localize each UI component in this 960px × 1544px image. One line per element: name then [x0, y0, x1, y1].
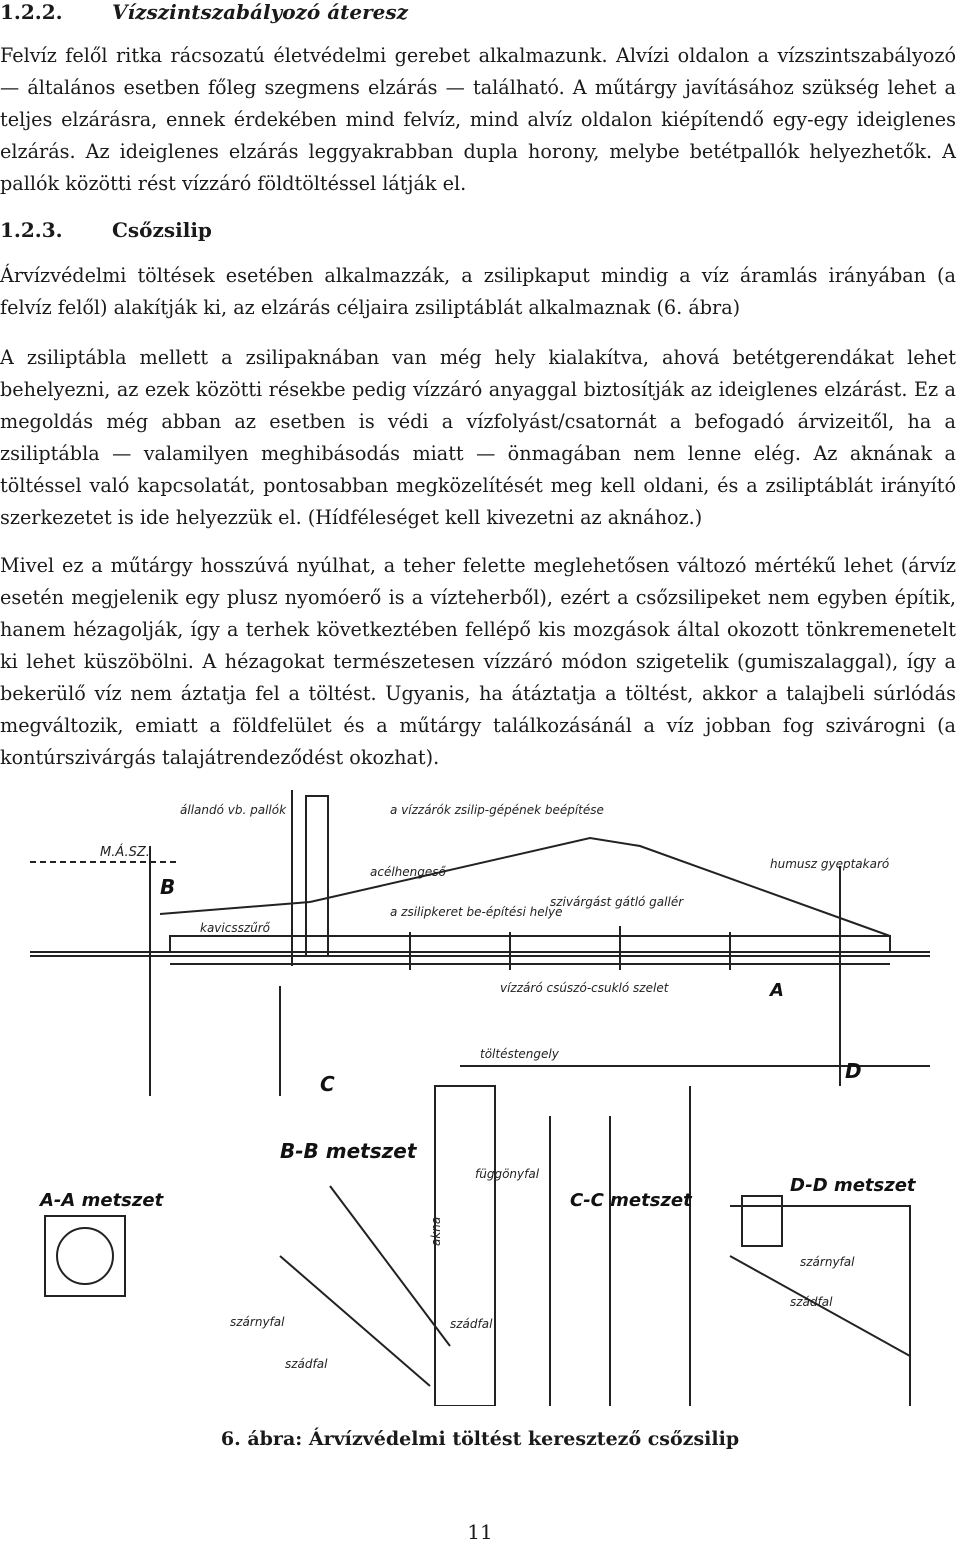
- label-toltes-tengely: töltéstengely: [480, 1047, 559, 1061]
- section-heading-1-2-2: [0, 0, 408, 24]
- label-szadfal-middle: szádfal: [450, 1317, 493, 1331]
- label-bb-metszet: B-B metszet: [280, 1139, 417, 1163]
- paragraph-1-2-2: Felvíz felől ritka rácsozatú életvédelmi gerebet alkalmazunk. Alvízi oldalon a vízszintszabályozó — általános esetben főleg szegmens elzárás — található. A műtárgy javításához szükség lehet a teljes elzárásra, ennek érdekében mind felvíz, mind alvíz oldalon kiépítendő egy-egy ideiglenes elzárás. Az ideiglenes elzárás leggyakrabban dupla horony, melybe betétpallók helyezhetők. A pallók közötti rést vízzáró földtöltéssel látják el.: [0, 44, 956, 195]
- section-title: Csőzsilip: [112, 218, 212, 242]
- label-vizzarok: a vízzárók zsilip-gépének beépítése: [390, 803, 604, 817]
- figure-6-drawing: [30, 786, 940, 1406]
- label-b: B: [160, 875, 176, 899]
- label-szadfal-right: szádfal: [790, 1295, 833, 1309]
- paragraph-1-2-3-c: Mivel ez a műtárgy hosszúvá nyúlhat, a teher felette meglehetősen változó mértékű lehet (árvíz esetén megjelenik egy plusz nyomóerő is a vízteherből), ezért a csőzsilipeket nem egyben építik, hanem hézagolják, így a terhek következtében fellépő kis mozgások által okozott tönkremenetelt ki lehet küszöbölni. A hézagokat természetesen vízzáró módon szigetelik (gumiszalaggal), így a bekerülő víz nem áztatja fel a töltést. Ugyanis, ha átáztatja a töltést, akkor a talajbeli súrlódás megváltozik, emiatt a földfelület és a műtárgy találkozásánál a víz jobban fog szivárogni (a kontúrszivárgás talajátrendeződést okozhat).: [0, 554, 956, 769]
- label-szivargast-gatlo: szivárgást gátló gallér: [550, 895, 684, 909]
- label-a: A: [770, 980, 784, 1001]
- culvert-technical-drawing: [30, 786, 940, 1406]
- label-humusz: humusz gyeptakaró: [770, 857, 890, 871]
- label-akna: akna: [429, 1216, 443, 1246]
- paragraph-1-2-3-a: Árvízvédelmi töltések esetében alkalmazzák, a zsilipkaput mindig a víz áramlás irányában (a felvíz felől) alakítják ki, az elzárás céljaira zsiliptáblát alkalmaznak (6. ábra): [0, 264, 956, 319]
- label-mas: M.Á.SZ.: [100, 845, 150, 860]
- label-d: D: [845, 1059, 862, 1083]
- label-zsilipkeret: a zsilipkeret be-építési helye: [390, 905, 563, 919]
- section-number: 1.2.3.: [0, 218, 63, 242]
- label-c: C: [320, 1072, 335, 1096]
- label-aa-metszet: A-A metszet: [40, 1190, 164, 1211]
- section-number: 1.2.2.: [0, 0, 63, 24]
- label-fuggonyfal: függönyfal: [475, 1167, 540, 1181]
- section-heading-1-2-3: [0, 218, 212, 242]
- label-kavicsszuro: kavicsszűrő: [200, 921, 271, 935]
- label-allando-pallok: állandó vb. pallók: [180, 803, 287, 817]
- figure-caption: 6. ábra: Árvízvédelmi töltést keresztező csőzsilip: [220, 1428, 740, 1450]
- label-vizzaro-csuszo: vízzáró csúszó-csukló szelet: [500, 981, 669, 995]
- paragraph-1-2-3-b: A zsiliptábla mellett a zsilipaknában van még hely kialakítva, ahová betétgerendákat lehet behelyezni, az ezek közötti résekbe pedig vízzáró anyaggal biztosítják az ideiglenes elzárást. Ez a megoldás még abban az esetben is védi a vízfolyást/csatornát a befogadó árvizeitől, ha a zsiliptábla — valamilyen meghibásodás miatt — önmagában nem lenne elég. Az aknának a töltéssel való kapcsolatát, pontosabban megközelítését meg kell oldani, és a zsiliptáblát irányító szerkezetet is ide helyezzük el. (Hídféleséget kell kivezetni az aknához.): [0, 346, 956, 529]
- section-title: Vízszintszabályozó áteresz: [112, 0, 409, 24]
- label-cc-metszet: C-C metszet: [570, 1190, 692, 1211]
- label-acelhengeso: acélhengeső: [370, 865, 446, 879]
- label-szarnyfal-right: szárnyfal: [800, 1255, 855, 1269]
- page-number: 11: [467, 1520, 493, 1544]
- label-szadfal-left: szádfal: [285, 1357, 328, 1371]
- label-szarnyfal-left: szárnyfal: [230, 1315, 285, 1329]
- label-dd-metszet: D-D metszet: [790, 1175, 916, 1196]
